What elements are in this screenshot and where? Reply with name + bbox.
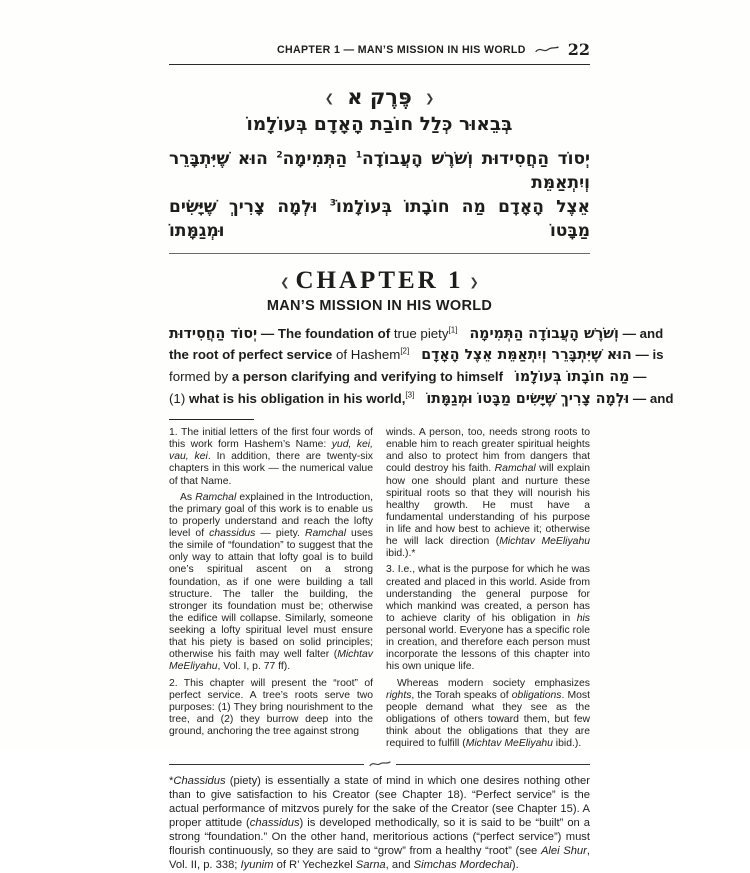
- asterisk-footnote: *Chassidus (piety) is essentially a state of mind in which one desires nothing other than to give satisfaction to his Creator (see Chapter 18). “Perfect service” is the actual performance of mitzvos purely for the sake of the Creator (see Chapter 15). A proper attitude (chassidus) is developed methodically, so it is said to be “built” on a strong “foundation.” On the other hand, meritorious actions (“perfect service”) must flourish continuously, so they are said to “grow” from a healthy “root” (see Alei Shur, Vol. II, p. 338; Iyunim of R’ Yechezkel Sarna, and Simchas Mordechai).: [169, 775, 591, 871]
- interlinear-segment: the root of perfect service of Hashem[2]: [169, 346, 410, 363]
- interlinear-segment: מַה חוֹבָתוֹ בְּעוֹלָמוֹ —: [515, 369, 647, 386]
- hebrew-subtitle: בְּבֵאוּר כְּלַל חוֹבַת הָאָדָם בְּעוֹלָמוֹ: [246, 114, 513, 135]
- fleuron-left-icon: ❮: [324, 92, 334, 105]
- interlinear-segment: (1) what is his obligation in his world,[3]: [169, 390, 415, 406]
- footnote-paragraph: 1. The initial letters of the first four words of this work form Hashem’s Name: yud, kei, vau, kei. In addition, there are twenty-six chapters in this work — the numerical value of that Name.: [169, 427, 373, 487]
- chapter-title-text: CHAPTER 1: [295, 266, 464, 294]
- interlinear-segment: וּלְמָה צָרִיךְ שֶׁיָּשִׂים מַבָּטוֹ וּמְגַמָּתוֹ — and: [426, 390, 674, 407]
- page-number: 22: [567, 40, 590, 59]
- hebrew-source-line: יְסוֹד הַחֲסִידוּת וְשֹׁרֶשׁ הָעֲבוֹדָה$^1$ הַתְּמִימָה$^2$ הוּא שֶׁיִּתְבָּרֵר וְיִתְאַמֵּת: [169, 149, 591, 194]
- header-rule: [169, 64, 590, 65]
- interlinear-segment: וְשֹׁרֶשׁ הָעֲבוֹדָה הַתְּמִימָה — and: [469, 325, 664, 342]
- rule-line: [169, 764, 364, 765]
- footnote-paragraph: Whereas modern society emphasizes rights, the Torah speaks of obligations. Most people demand what they see as the obligations of others toward them, but few think about the obligations that they are required to fulfill (Michtav MeEliyahu ibid.).: [386, 677, 590, 749]
- swash-ornament-icon: [535, 45, 559, 54]
- running-header: [169, 40, 590, 59]
- chapter-heading: [169, 267, 590, 314]
- interlinear-segment: formed by a person clarifying and verifying to himself: [169, 369, 503, 385]
- footnote-paragraph: 3. I.e., what is the purpose for which he was created and placed in this world. Aside from understanding the general purpose for which mankind was created, a person has to achieve clarity of his obligation in his personal world. Everyone has a specific role in creation, and therefore each person must incorporate the lessons of this chapter into his own unique life.: [386, 564, 590, 672]
- page-content: [169, 0, 674, 873]
- running-header-title: CHAPTER 1 — MAN’S MISSION IN HIS WORLD: [277, 43, 526, 56]
- footnotes-left-column: [169, 427, 373, 754]
- hebrew-source-line: אֵצֶל הָאָדָם מַה חוֹבָתוֹ בְּעוֹלָמוֹ$^3$ וּלְמָה צָרִיךְ שֶׁיָּשִׂים מַבָּטוֹ וּמְגַמָּתוֹ: [169, 197, 590, 242]
- fleuron-right-icon: ❯: [425, 92, 435, 105]
- chapter-subtitle: MAN’S MISSION IN HIS WORLD: [266, 297, 493, 314]
- interlinear-row: [169, 325, 664, 344]
- footnotes-right-column: [386, 427, 590, 754]
- footnote-separator-rule: [169, 419, 254, 420]
- chapter-title: [169, 267, 590, 295]
- interlinear-translation: [169, 325, 674, 410]
- interlinear-row: [169, 346, 664, 365]
- rule-line: [396, 764, 591, 765]
- interlinear-row: [169, 390, 674, 409]
- ornamented-rule: [169, 760, 590, 768]
- swash-ornament-icon: [369, 760, 391, 768]
- footnotes-section: [169, 427, 590, 754]
- section-divider-rule: [169, 253, 590, 254]
- footnote-paragraph: winds. A person, too, needs strong roots to enable him to reach greater spiritual heights and also to protect him from dangers that could destroy his faith. Ramchal will explain how one should plant and nurture these spiritual roots so that they will nourish his healthy growth. He must have a fundamental understanding of his purpose in life and how best to achieve it; otherwise he will lack direction (Michtav MeEliyahu ibid.).*: [386, 427, 590, 559]
- hebrew-source-paragraph: [169, 147, 590, 244]
- hebrew-chapter-title-text: פֶּרֶק א: [347, 85, 412, 109]
- interlinear-row: [169, 368, 647, 387]
- footnote-paragraph: As Ramchal explained in the Introduction, the primary goal of this work is to enable us to properly understand and reach the lofty level of chassidus — piety. Ramchal uses the simile of “foundation” to suggest that the only way to attain that lofty goal is to build one’s spiritual ascent on a strong foundation, as if one were building a tall structure. The taller the building, the stronger its foundation must be; otherwise the edifice will collapse. Similarly, someone seeking a lofty spiritual level must ensure that his piety is based on solid principles; otherwise his faith may well falter (Michtav MeEliyahu, Vol. I, p. 77 ff).: [169, 492, 374, 672]
- footnote-paragraph: 2. This chapter will present the “root” of perfect service. A tree’s roots serve two purposes: (1) They bring nourishment to the tree, and (2) they burrow deep into the ground, anchoring the tree against strong: [169, 677, 373, 737]
- fleuron-left-icon: ❮: [280, 275, 290, 289]
- fleuron-right-icon: ❯: [469, 275, 479, 289]
- interlinear-segment: הוּא שֶׁיִּתְבָּרֵר וְיִתְאַמֵּת אֵצֶל הָאָדָם — is: [421, 347, 664, 364]
- hebrew-chapter-title: [169, 85, 590, 109]
- interlinear-segment: יְסוֹד הַחֲסִידוּת — The foundation of true piety[1]: [169, 325, 458, 342]
